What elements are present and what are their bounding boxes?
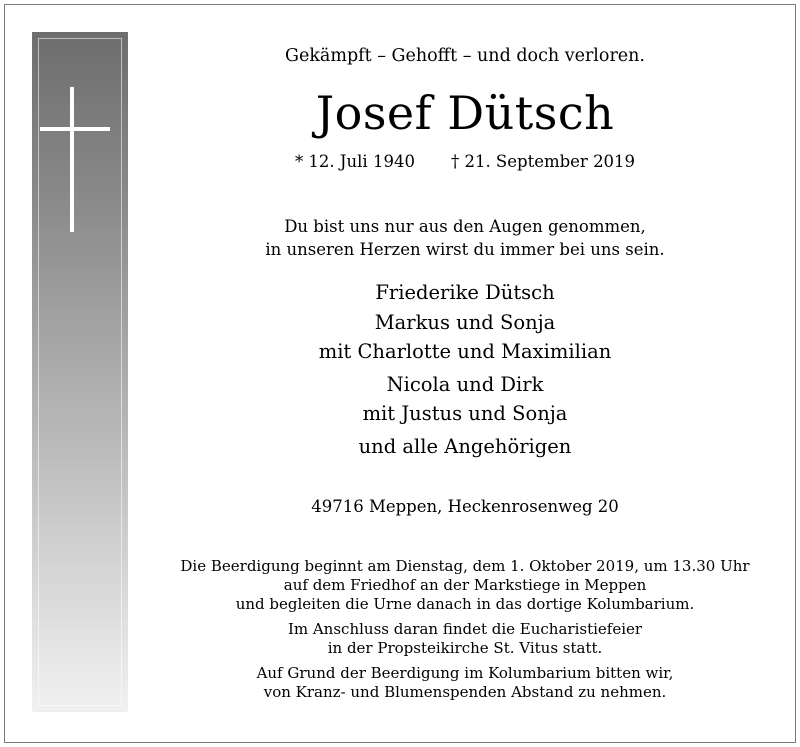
decorative-band [32,32,128,712]
cross-icon [32,32,128,232]
family-line: und alle Angehörigen [358,435,572,458]
deceased-name: Josef Dütsch [315,86,615,140]
funeral-info-line: von Kranz- und Blumenspenden Abstand zu nehmen. [263,683,667,701]
motto: Gekämpft – Gehofft – und doch verloren. [284,46,645,66]
death-date: † 21. September 2019 [450,152,636,171]
verse-line: Du bist uns nur aus den Augen genommen, [284,217,646,236]
funeral-info-line: Die Beerdigung beginnt am Dienstag, dem 1. Oktober 2019, um 13.30 Uhr [180,557,750,575]
family-line: Friederike Dütsch [375,281,555,304]
family-line: Markus und Sonja [374,311,556,334]
family-line: mit Charlotte und Maximilian [318,340,612,363]
funeral-info-line: in der Propsteikirche St. Vitus statt. [327,639,603,657]
funeral-info-line: und begleiten die Urne danach in das dortige Kolumbarium. [235,595,695,613]
family-line: mit Justus und Sonja [362,402,568,425]
funeral-info-line: Im Anschluss daran findet die Eucharistiefeier [287,620,643,638]
birth-date: * 12. Juli 1940 [294,152,415,171]
life-dates [150,152,780,171]
funeral-info-line: auf dem Friedhof an der Markstiege in Meppen [283,576,647,594]
family-line: Nicola und Dirk [386,373,544,396]
verse-line: in unseren Herzen wirst du immer bei uns sein. [265,240,665,259]
funeral-info-line: Auf Grund der Beerdigung im Kolumbarium bitten wir, [256,664,674,682]
address: 49716 Meppen, Heckenrosenweg 20 [311,497,619,516]
